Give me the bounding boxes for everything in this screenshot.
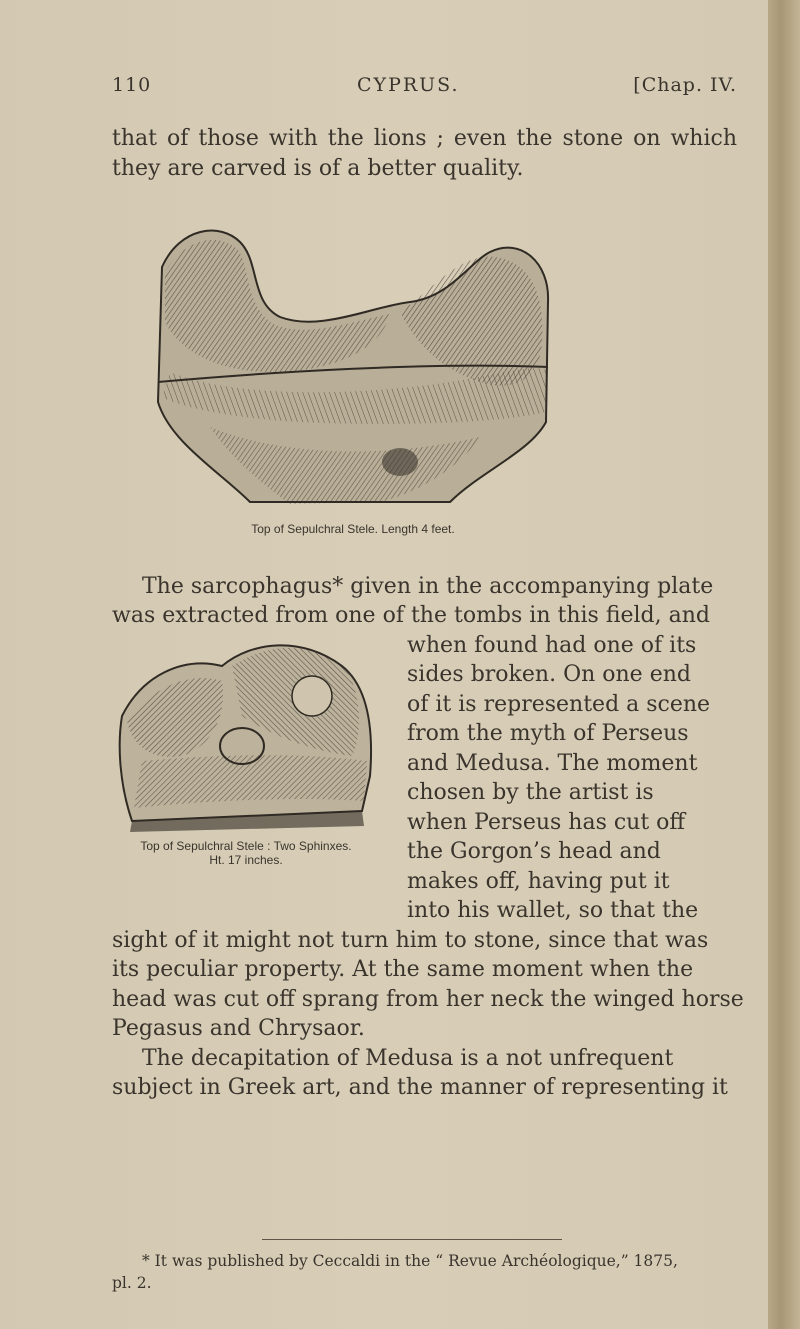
figure-2-caption-line-2: Ht. 17 inches. — [209, 853, 283, 867]
p2-line-3: when found had one of its — [407, 633, 697, 658]
p2-line-11: makes off, having put it — [407, 869, 670, 894]
figure-1-caption: Top of Sepulchral Stele. Length 4 feet. — [251, 522, 455, 536]
footnote-line-1 — [112, 1250, 737, 1272]
footnote-line-2: pl. 2. — [112, 1274, 152, 1292]
p2-line-12: into his wallet, so that the — [407, 898, 699, 923]
figure-2-caption-line-1: Top of Sepulchral Stele : Two Sphinxes. — [140, 839, 352, 853]
figure-2-caption — [108, 839, 384, 867]
p2-line-2: was extracted from one of the tombs in this field, and — [112, 603, 710, 628]
chapter-label: [Chap. IV. — [633, 74, 737, 96]
p1-line-1: that of those with the lions ; even the stone on which — [112, 126, 737, 151]
p2-line-16: Pegasus and Chrysaor. — [112, 1016, 365, 1041]
p2-line-15: head was cut off sprang from her neck the winged horse — [112, 987, 744, 1012]
p2-line-5: of it is represented a scene — [407, 692, 711, 717]
p2-line-9: when Perseus has cut off — [407, 810, 686, 835]
paragraph-1 — [112, 124, 737, 183]
stele-sphinxes-illustration — [112, 636, 378, 836]
p3-line-2: subject in Greek art, and the manner of representing it — [112, 1075, 728, 1100]
p2-line-7: and Medusa. The moment — [407, 751, 698, 776]
p2-line-10: the Gorgon’s head and — [407, 839, 661, 864]
running-head-title: CYPRUS. — [357, 74, 460, 96]
p2-line-4: sides broken. On one end — [407, 662, 691, 687]
p2-line-6: from the myth of Perseus — [407, 721, 689, 746]
footnote-rule — [262, 1239, 562, 1240]
running-header — [112, 74, 737, 104]
p2-line-13: sight of it might not turn him to stone, since that was — [112, 928, 709, 953]
page-number: 110 — [112, 74, 152, 96]
p2-line-1: The sarcophagus* given in the accompanying plate — [142, 574, 714, 599]
p3-line-1: The decapitation of Medusa is a not unfrequent — [142, 1046, 674, 1071]
page-edge — [768, 0, 800, 1329]
footnote-text-1: * It was published by Ceccaldi in the “ Revue Archéologique,” 1875, — [142, 1252, 678, 1270]
footnote — [112, 1250, 737, 1294]
p1-line-2: they are carved is of a better quality. — [112, 155, 524, 181]
p2-line-14: its peculiar property. At the same moment when the — [112, 957, 694, 982]
stele-lions-illustration — [150, 222, 556, 512]
p2-line-8: chosen by the artist is — [407, 780, 654, 805]
